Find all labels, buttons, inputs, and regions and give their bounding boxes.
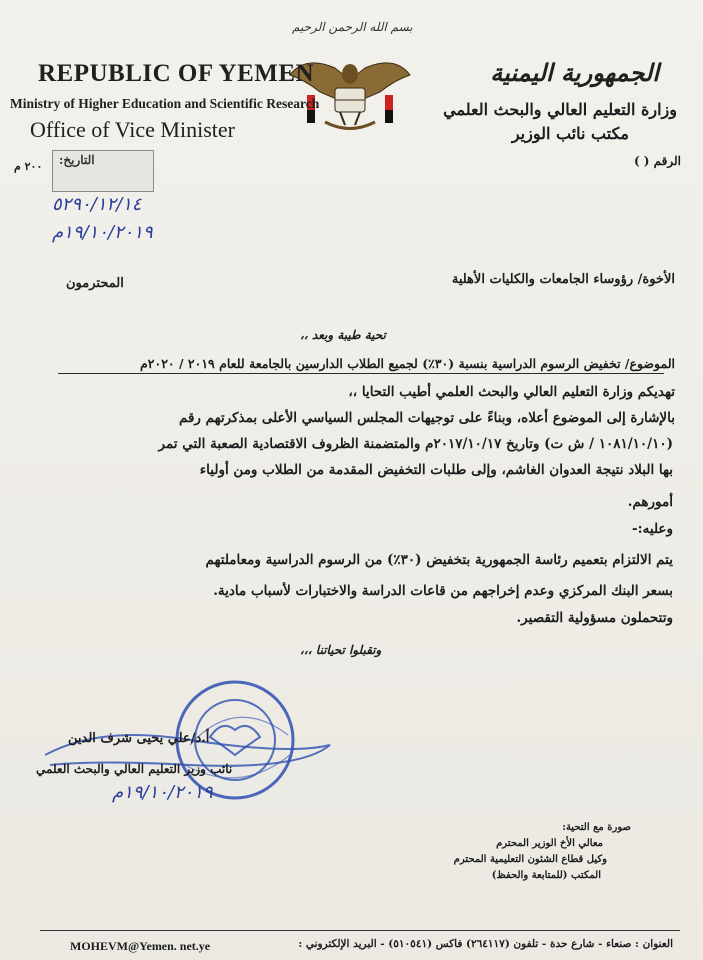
subject-line: الموضوع/ تخفيض الرسوم الدراسية بنسبة (٣٠٪) لجميع الطلاب الدارسين بالجامعة للعام ٢٠١٩ / ٢٠٢٠م: [140, 356, 675, 371]
cc-item: معالي الأخ الوزير المحترم: [496, 838, 603, 849]
incoming-stamp: [52, 150, 154, 192]
ar-office: مكتب نائب الوزير: [511, 124, 629, 143]
ar-country: الجمهورية اليمنية: [490, 58, 659, 87]
en-ministry: Ministry of Higher Education and Scientific Research: [10, 96, 320, 111]
subject-underline: [58, 373, 664, 374]
handwritten-date: ١٩/١٠/٢٠١٩م: [52, 222, 153, 243]
body-line: أمورهم.: [627, 494, 673, 510]
body-line: تهديكم وزارة التعليم العالي والبحث العلمي أطيب التحايا ،،: [348, 384, 675, 400]
cc-heading: صورة مع التحية:: [562, 822, 631, 833]
footer-email: MOHEVM@Yemen. net.ye: [70, 939, 211, 953]
handwritten-ref: ٥٢٩٠/١٢/١٤: [52, 194, 142, 215]
date-label: التاريخ:: [59, 153, 95, 167]
body-line: بسعر البنك المركزي وعدم إخراجهم من قاعات الدراسة والاختبارات لأسباب مادية.: [213, 583, 673, 599]
body-line: وعليه:-: [632, 521, 673, 537]
basmala: بسم الله الرحمن الرحيم: [292, 20, 413, 34]
body-line: (١٠٨١/١٠/١٠ / ش ت) وتاريخ ٢٠١٧/١٠/١٧م والمتضمنة الظروف الاقتصادية الصعبة التي تمر: [158, 436, 673, 452]
ref-number: الرقم ( ): [633, 154, 681, 168]
signatory-name: أ.د/علي يحيى شرف الدين: [68, 731, 210, 746]
addressee: الأخوة/ رؤوساء الجامعات والكليات الأهلية: [451, 272, 675, 287]
signature-date: ١٩/١٠/٢٠١٩م: [112, 782, 213, 803]
cc-item: المكتب (للمتابعة والحفظ): [491, 870, 601, 881]
en-country: REPUBLIC OF YEMEN: [38, 60, 315, 87]
cc-item: وكيل قطاع الشئون التعليمية المحترم: [453, 854, 607, 865]
ar-ministry: وزارة التعليم العالي والبحث العلمي: [443, 100, 677, 119]
footer-address: العنوان : صنعاء - شارع حدة - تلفون (٢٦٤١١٧) فاكس (٥١٠٥٤١) - البريد الإلكتروني :: [298, 938, 673, 950]
year-suffix: ٢٠٠ م: [14, 160, 43, 173]
footer-divider: [40, 930, 680, 931]
signatory-title: نائب وزير التعليم العالي والبحث العلمي: [36, 762, 233, 776]
body-line: بالإشارة إلى الموضوع أعلاه، وبناءً على توجيهات المجلس السياسي الأعلى بمذكرتهم رقم: [178, 410, 675, 426]
body-line: وتتحملون مسؤولية التقصير.: [516, 610, 673, 626]
closing: وتقبلوا تحياتنا ،،،: [300, 643, 382, 657]
en-office: Office of Vice Minister: [30, 117, 235, 142]
honorific: المحترمون: [66, 276, 124, 291]
greeting: تحية طيبة وبعد ،،: [300, 328, 386, 342]
body-line: بها البلاد نتيجة العدوان الغاشم، وإلى طلبات التخفيض المقدمة من الطلاب ومن أولياء: [199, 462, 673, 478]
body-line: يتم الالتزام بتعميم رئاسة الجمهورية بتخفيض (٣٠٪) من الرسوم الدراسية ومعاملتهم: [205, 552, 673, 568]
